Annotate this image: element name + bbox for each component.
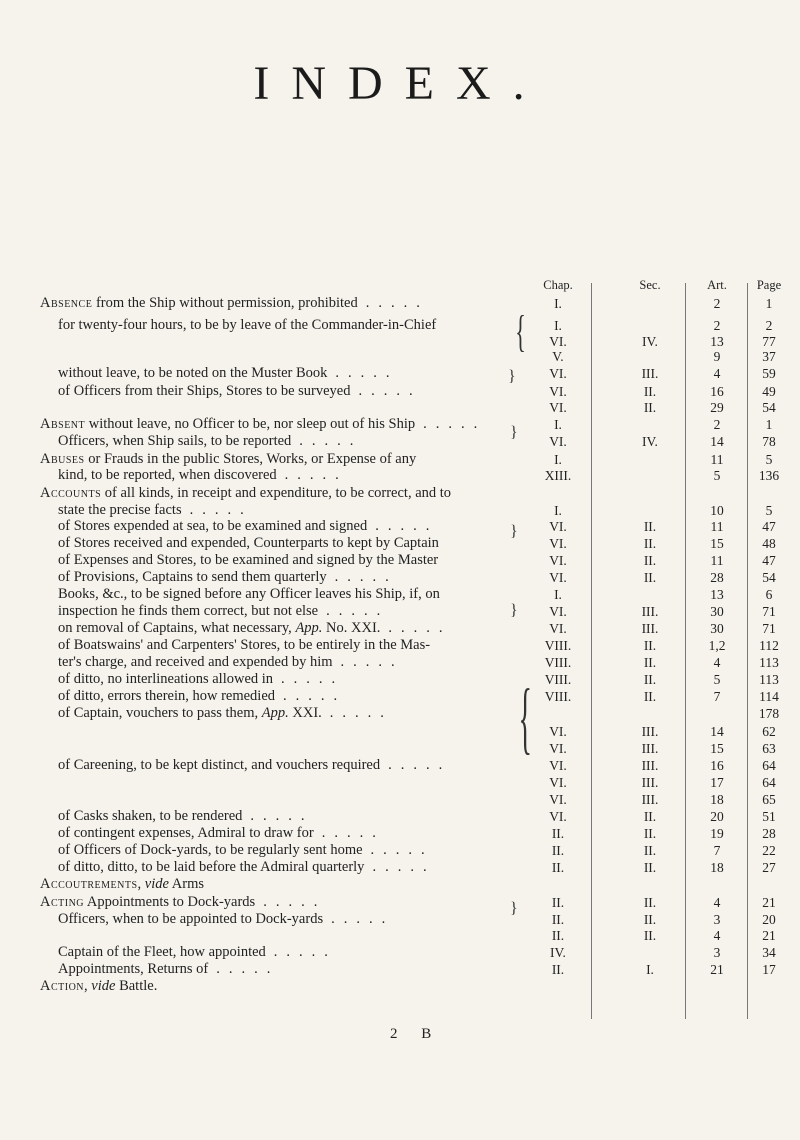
- chap-cell: VI.: [549, 792, 567, 807]
- page-cell: 47: [762, 553, 776, 568]
- header-sec: Sec.: [639, 278, 661, 292]
- chap-cell: II.: [551, 962, 565, 977]
- chap-cell: VIII.: [544, 689, 572, 704]
- entry-text: [40, 417, 486, 432]
- sec-cell: III.: [641, 604, 659, 619]
- entry-text: [58, 672, 344, 687]
- page-cell: 21: [762, 895, 776, 910]
- chap-cell: II.: [551, 928, 565, 943]
- entry-description: of Stores received and expended, Counterparts to kept by Captain: [58, 535, 439, 551]
- sec-cell: III.: [641, 621, 659, 636]
- entry-description: for twenty-four hours, to be by leave of the Commander-in-Chief: [58, 317, 437, 333]
- page-cell: 5: [765, 503, 773, 518]
- entry-emphasis: App.: [295, 620, 323, 636]
- art-cell: 21: [710, 962, 724, 977]
- page-cell: 77: [762, 334, 776, 349]
- page-cell: 2: [765, 318, 773, 333]
- entry-text: [58, 587, 440, 602]
- entry-heading: Absence: [40, 295, 93, 311]
- sec-cell: II.: [643, 570, 657, 585]
- entry-heading: Abuses: [40, 451, 85, 467]
- entry-description: of Boatswains' and Carpenters' Stores, to be entirely in the Mas-: [58, 637, 431, 653]
- art-cell: 7: [713, 689, 721, 704]
- entry-text: [58, 689, 346, 704]
- entry-heading: Action: [40, 978, 85, 994]
- page-cell: 136: [758, 468, 780, 483]
- page-cell: 62: [762, 724, 776, 739]
- chap-cell: VI.: [549, 519, 567, 534]
- leader-dots: .....: [299, 433, 363, 449]
- entry-text: [40, 452, 416, 467]
- entry-description: of Stores expended at sea, to be examined and signed: [58, 518, 368, 534]
- leader-dots: .....: [358, 383, 422, 399]
- chap-cell: VI.: [549, 604, 567, 619]
- entry-text: [40, 895, 326, 910]
- chap-cell: VI.: [549, 570, 567, 585]
- chap-cell: II.: [551, 860, 565, 875]
- chap-cell: VI.: [549, 741, 567, 756]
- entry-description: of ditto, ditto, to be laid before the Admiral quarterly: [58, 859, 365, 875]
- brace-glyph: }: [508, 368, 516, 385]
- leader-dots: .....: [284, 467, 348, 483]
- page-cell: 28: [762, 826, 776, 841]
- entry-description: on removal of Captains, what necessary,: [58, 620, 296, 636]
- art-cell: 3: [713, 945, 721, 960]
- art-cell: 1,2: [708, 638, 726, 653]
- entry-heading: Absent: [40, 416, 86, 432]
- page-cell: 113: [759, 655, 779, 670]
- entry-description: inspection he finds them correct, but not else: [58, 603, 319, 619]
- sec-cell: II.: [643, 809, 657, 824]
- page-cell: 6: [765, 587, 773, 602]
- entry-description: of all kinds, in receipt and expenditure, to be correct, and to: [101, 485, 452, 501]
- entry-description: of ditto, no interlineations allowed in: [58, 671, 274, 687]
- art-cell: 2: [713, 318, 721, 333]
- chap-cell: I.: [554, 587, 562, 602]
- chap-cell: II.: [551, 912, 565, 927]
- leader-dots: .....: [331, 911, 395, 927]
- entry-description: or Frauds in the public Stores, Works, or Expense of any: [84, 451, 417, 467]
- sec-cell: II.: [643, 860, 657, 875]
- chap-cell: VI.: [549, 553, 567, 568]
- entry-description: ter's charge, and received and expended by him: [58, 654, 333, 670]
- page-cell: 59: [762, 366, 776, 381]
- entry-text: [40, 486, 451, 501]
- brace-glyph: }: [510, 424, 518, 441]
- page-cell: 49: [762, 384, 776, 399]
- page-cell: 37: [762, 349, 776, 364]
- sec-cell: II.: [643, 928, 657, 943]
- page-cell: 54: [762, 570, 776, 585]
- chap-cell: VI.: [549, 724, 567, 739]
- page-cell: 21: [762, 928, 776, 943]
- chap-cell: VI.: [549, 809, 567, 824]
- chap-cell: I.: [554, 503, 562, 518]
- entry-text: [58, 655, 404, 670]
- art-cell: 14: [710, 724, 724, 739]
- entry-text: [58, 519, 438, 534]
- art-cell: 4: [713, 655, 721, 670]
- art-cell: 30: [710, 621, 724, 636]
- entry-emphasis: vide: [144, 876, 169, 892]
- entry-description: Books, &c., to be signed before any Officer leaves his Ship, if, on: [58, 586, 440, 602]
- sec-cell: I.: [646, 962, 654, 977]
- sec-cell: III.: [641, 741, 659, 756]
- art-cell: 18: [710, 792, 724, 807]
- brace-glyph: }: [510, 900, 518, 917]
- art-cell: 10: [710, 503, 724, 518]
- entry-text: [58, 758, 451, 773]
- entry-description: Appointments, Returns of: [58, 961, 209, 977]
- sec-cell: II.: [643, 689, 657, 704]
- art-cell: 20: [710, 809, 724, 824]
- art-cell: 7: [713, 843, 721, 858]
- art-cell: 4: [713, 895, 721, 910]
- leader-dots: .....: [329, 705, 393, 721]
- entry-description-tail: No. XXI.: [322, 620, 381, 636]
- entry-text: [58, 962, 279, 977]
- page-cell: 17: [762, 962, 776, 977]
- art-cell: 3: [713, 912, 721, 927]
- entry-description: without leave, to be noted on the Muster Book: [58, 365, 328, 381]
- page-cell: 178: [758, 706, 780, 721]
- page-cell: 1: [765, 417, 773, 432]
- entry-text: [58, 860, 436, 875]
- entry-description: Appointments to Dock-yards: [84, 894, 256, 910]
- chap-cell: XIII.: [544, 468, 572, 483]
- art-cell: 11: [710, 452, 724, 467]
- signature-mark: 2 B: [390, 1026, 442, 1042]
- entry-heading: Acting: [40, 894, 85, 910]
- page-cell: 47: [762, 519, 776, 534]
- chap-cell: VI.: [549, 621, 567, 636]
- chap-cell: VI.: [549, 536, 567, 551]
- leader-dots: .....: [388, 757, 452, 773]
- leader-dots: .....: [273, 944, 337, 960]
- sec-cell: II.: [643, 384, 657, 399]
- art-cell: 19: [710, 826, 724, 841]
- leader-dots: .....: [263, 894, 327, 910]
- leader-dots: .....: [216, 961, 280, 977]
- entry-text: [58, 366, 399, 381]
- chap-cell: II.: [551, 843, 565, 858]
- leader-dots: .....: [189, 502, 253, 518]
- page-cell: 1: [765, 296, 773, 311]
- entry-text: [58, 318, 436, 333]
- column-rule: [591, 283, 592, 1019]
- chap-cell: VI.: [549, 775, 567, 790]
- leader-dots: .....: [335, 365, 399, 381]
- leader-dots: .....: [370, 842, 434, 858]
- art-cell: 17: [710, 775, 724, 790]
- entry-heading: Accounts: [40, 485, 102, 501]
- entry-text: [58, 553, 438, 568]
- entry-description: ,: [137, 876, 145, 892]
- leader-dots: .....: [250, 808, 314, 824]
- art-cell: 16: [710, 758, 724, 773]
- entry-text: [40, 877, 204, 892]
- brace-glyph: {: [515, 307, 526, 356]
- sec-cell: IV.: [642, 434, 658, 449]
- art-cell: 28: [710, 570, 724, 585]
- page-cell: 114: [759, 689, 779, 704]
- sec-cell: III.: [641, 366, 659, 381]
- chap-cell: V.: [552, 349, 564, 364]
- entry-description: of ditto, errors therein, how remedied: [58, 688, 276, 704]
- chap-cell: I.: [554, 318, 562, 333]
- entry-emphasis: App.: [261, 705, 289, 721]
- page-cell: 71: [762, 604, 776, 619]
- sec-cell: III.: [641, 724, 659, 739]
- entry-text: [58, 912, 394, 927]
- art-cell: 11: [710, 553, 724, 568]
- entry-description: Captain of the Fleet, how appointed: [58, 944, 266, 960]
- entry-text: [58, 843, 434, 858]
- entry-description: of contingent expenses, Admiral to draw for: [58, 825, 314, 841]
- art-cell: 18: [710, 860, 724, 875]
- brace-glyph: {: [518, 674, 532, 762]
- page-cell: 78: [762, 434, 776, 449]
- chap-cell: VIII.: [544, 672, 572, 687]
- chap-cell: VIII.: [544, 655, 572, 670]
- leader-dots: .....: [365, 295, 429, 311]
- entry-emphasis: vide: [91, 978, 116, 994]
- page-cell: 65: [762, 792, 776, 807]
- art-cell: 14: [710, 434, 724, 449]
- page-cell: 20: [762, 912, 776, 927]
- entry-description: state the precise facts: [58, 502, 182, 518]
- page-cell: 71: [762, 621, 776, 636]
- chap-cell: VI.: [549, 366, 567, 381]
- entry-description: from the Ship without permission, prohibited: [92, 295, 358, 311]
- leader-dots: .....: [340, 654, 404, 670]
- page-cell: 64: [762, 758, 776, 773]
- entry-description: of Provisions, Captains to send them quarterly: [58, 569, 327, 585]
- entry-heading: Accoutrements: [40, 876, 138, 892]
- entry-description: of Casks shaken, to be rendered: [58, 808, 243, 824]
- page-cell: 64: [762, 775, 776, 790]
- chap-cell: VI.: [549, 334, 567, 349]
- page-cell: 5: [765, 452, 773, 467]
- art-cell: 13: [710, 334, 724, 349]
- chap-cell: IV.: [550, 945, 566, 960]
- page-cell: 34: [762, 945, 776, 960]
- sec-cell: II.: [643, 912, 657, 927]
- leader-dots: .....: [372, 859, 436, 875]
- art-cell: 11: [710, 519, 724, 534]
- entry-text: [58, 945, 337, 960]
- chap-cell: II.: [551, 826, 565, 841]
- page-cell: 112: [759, 638, 779, 653]
- entry-text: [58, 468, 348, 483]
- sec-cell: II.: [643, 655, 657, 670]
- entry-text: [58, 434, 362, 449]
- sec-cell: IV.: [642, 334, 658, 349]
- sec-cell: II.: [643, 638, 657, 653]
- header-page: Page: [756, 278, 782, 292]
- leader-dots: .....: [321, 825, 385, 841]
- entry-text: [58, 604, 389, 619]
- entry-text: [58, 826, 385, 841]
- leader-dots: .....: [375, 518, 439, 534]
- sec-cell: II.: [643, 400, 657, 415]
- brace-glyph: }: [510, 602, 518, 619]
- entry-description: of Officers from their Ships, Stores to be surveyed: [58, 383, 351, 399]
- chap-cell: VI.: [549, 434, 567, 449]
- art-cell: 2: [713, 417, 721, 432]
- art-cell: 30: [710, 604, 724, 619]
- entry-description-tail: Arms: [168, 876, 204, 892]
- entry-text: [58, 536, 439, 551]
- page-cell: 54: [762, 400, 776, 415]
- sec-cell: II.: [643, 843, 657, 858]
- chap-cell: VIII.: [544, 638, 572, 653]
- entry-description-tail: XXI.: [288, 705, 322, 721]
- brace-glyph: }: [510, 523, 518, 540]
- entry-description: ,: [84, 978, 92, 994]
- page-cell: 22: [762, 843, 776, 858]
- page-cell: 113: [759, 672, 779, 687]
- chap-cell: I.: [554, 452, 562, 467]
- art-cell: 15: [710, 536, 724, 551]
- entry-text: [58, 706, 393, 721]
- art-cell: 5: [713, 468, 721, 483]
- chap-cell: VI.: [549, 400, 567, 415]
- art-cell: 29: [710, 400, 724, 415]
- sec-cell: II.: [643, 672, 657, 687]
- entry-description: Officers, when Ship sails, to be reported: [58, 433, 292, 449]
- entry-text: [40, 296, 429, 311]
- entry-description: without leave, no Officer to be, nor sleep out of his Ship: [85, 416, 416, 432]
- entry-text: [58, 503, 253, 518]
- header-art: Art.: [707, 278, 727, 292]
- art-cell: 4: [713, 928, 721, 943]
- chap-cell: I.: [554, 296, 562, 311]
- leader-dots: .....: [283, 688, 347, 704]
- sec-cell: III.: [641, 792, 659, 807]
- leader-dots: .....: [326, 603, 390, 619]
- chap-cell: VI.: [549, 384, 567, 399]
- art-cell: 16: [710, 384, 724, 399]
- sec-cell: II.: [643, 826, 657, 841]
- entry-description: of Officers of Dock-yards, to be regularly sent home: [58, 842, 363, 858]
- art-cell: 4: [713, 366, 721, 381]
- sec-cell: III.: [641, 775, 659, 790]
- entry-description-tail: Battle.: [115, 978, 158, 994]
- entry-description: kind, to be reported, when discovered: [58, 467, 277, 483]
- chap-cell: II.: [551, 895, 565, 910]
- header-chap: Chap.: [543, 278, 573, 292]
- entry-text: [40, 979, 157, 994]
- page-title: INDEX.: [253, 57, 547, 110]
- sec-cell: III.: [641, 758, 659, 773]
- page-cell: 48: [762, 536, 776, 551]
- entry-description: of Expenses and Stores, to be examined and signed by the Master: [58, 552, 439, 568]
- art-cell: 5: [713, 672, 721, 687]
- page-cell: 63: [762, 741, 776, 756]
- entry-description: Officers, when to be appointed to Dock-yards: [58, 911, 324, 927]
- entry-text: [58, 570, 398, 585]
- art-cell: 9: [713, 349, 721, 364]
- entry-text: [58, 809, 314, 824]
- sec-cell: II.: [643, 553, 657, 568]
- leader-dots: .....: [334, 569, 398, 585]
- entry-text: [58, 384, 422, 399]
- page-cell: 51: [762, 809, 776, 824]
- entry-text: [58, 638, 430, 653]
- sec-cell: II.: [643, 519, 657, 534]
- chap-cell: VI.: [549, 758, 567, 773]
- page-cell: 27: [762, 860, 776, 875]
- art-cell: 2: [713, 296, 721, 311]
- leader-dots: .....: [388, 620, 452, 636]
- chap-cell: I.: [554, 417, 562, 432]
- entry-description: of Careening, to be kept distinct, and vouchers required: [58, 757, 381, 773]
- entry-text: [58, 621, 452, 636]
- entry-description: of Captain, vouchers to pass them,: [58, 705, 262, 721]
- leader-dots: .....: [281, 671, 345, 687]
- art-cell: 15: [710, 741, 724, 756]
- sec-cell: II.: [643, 536, 657, 551]
- sec-cell: II.: [643, 895, 657, 910]
- art-cell: 13: [710, 587, 724, 602]
- leader-dots: .....: [423, 416, 487, 432]
